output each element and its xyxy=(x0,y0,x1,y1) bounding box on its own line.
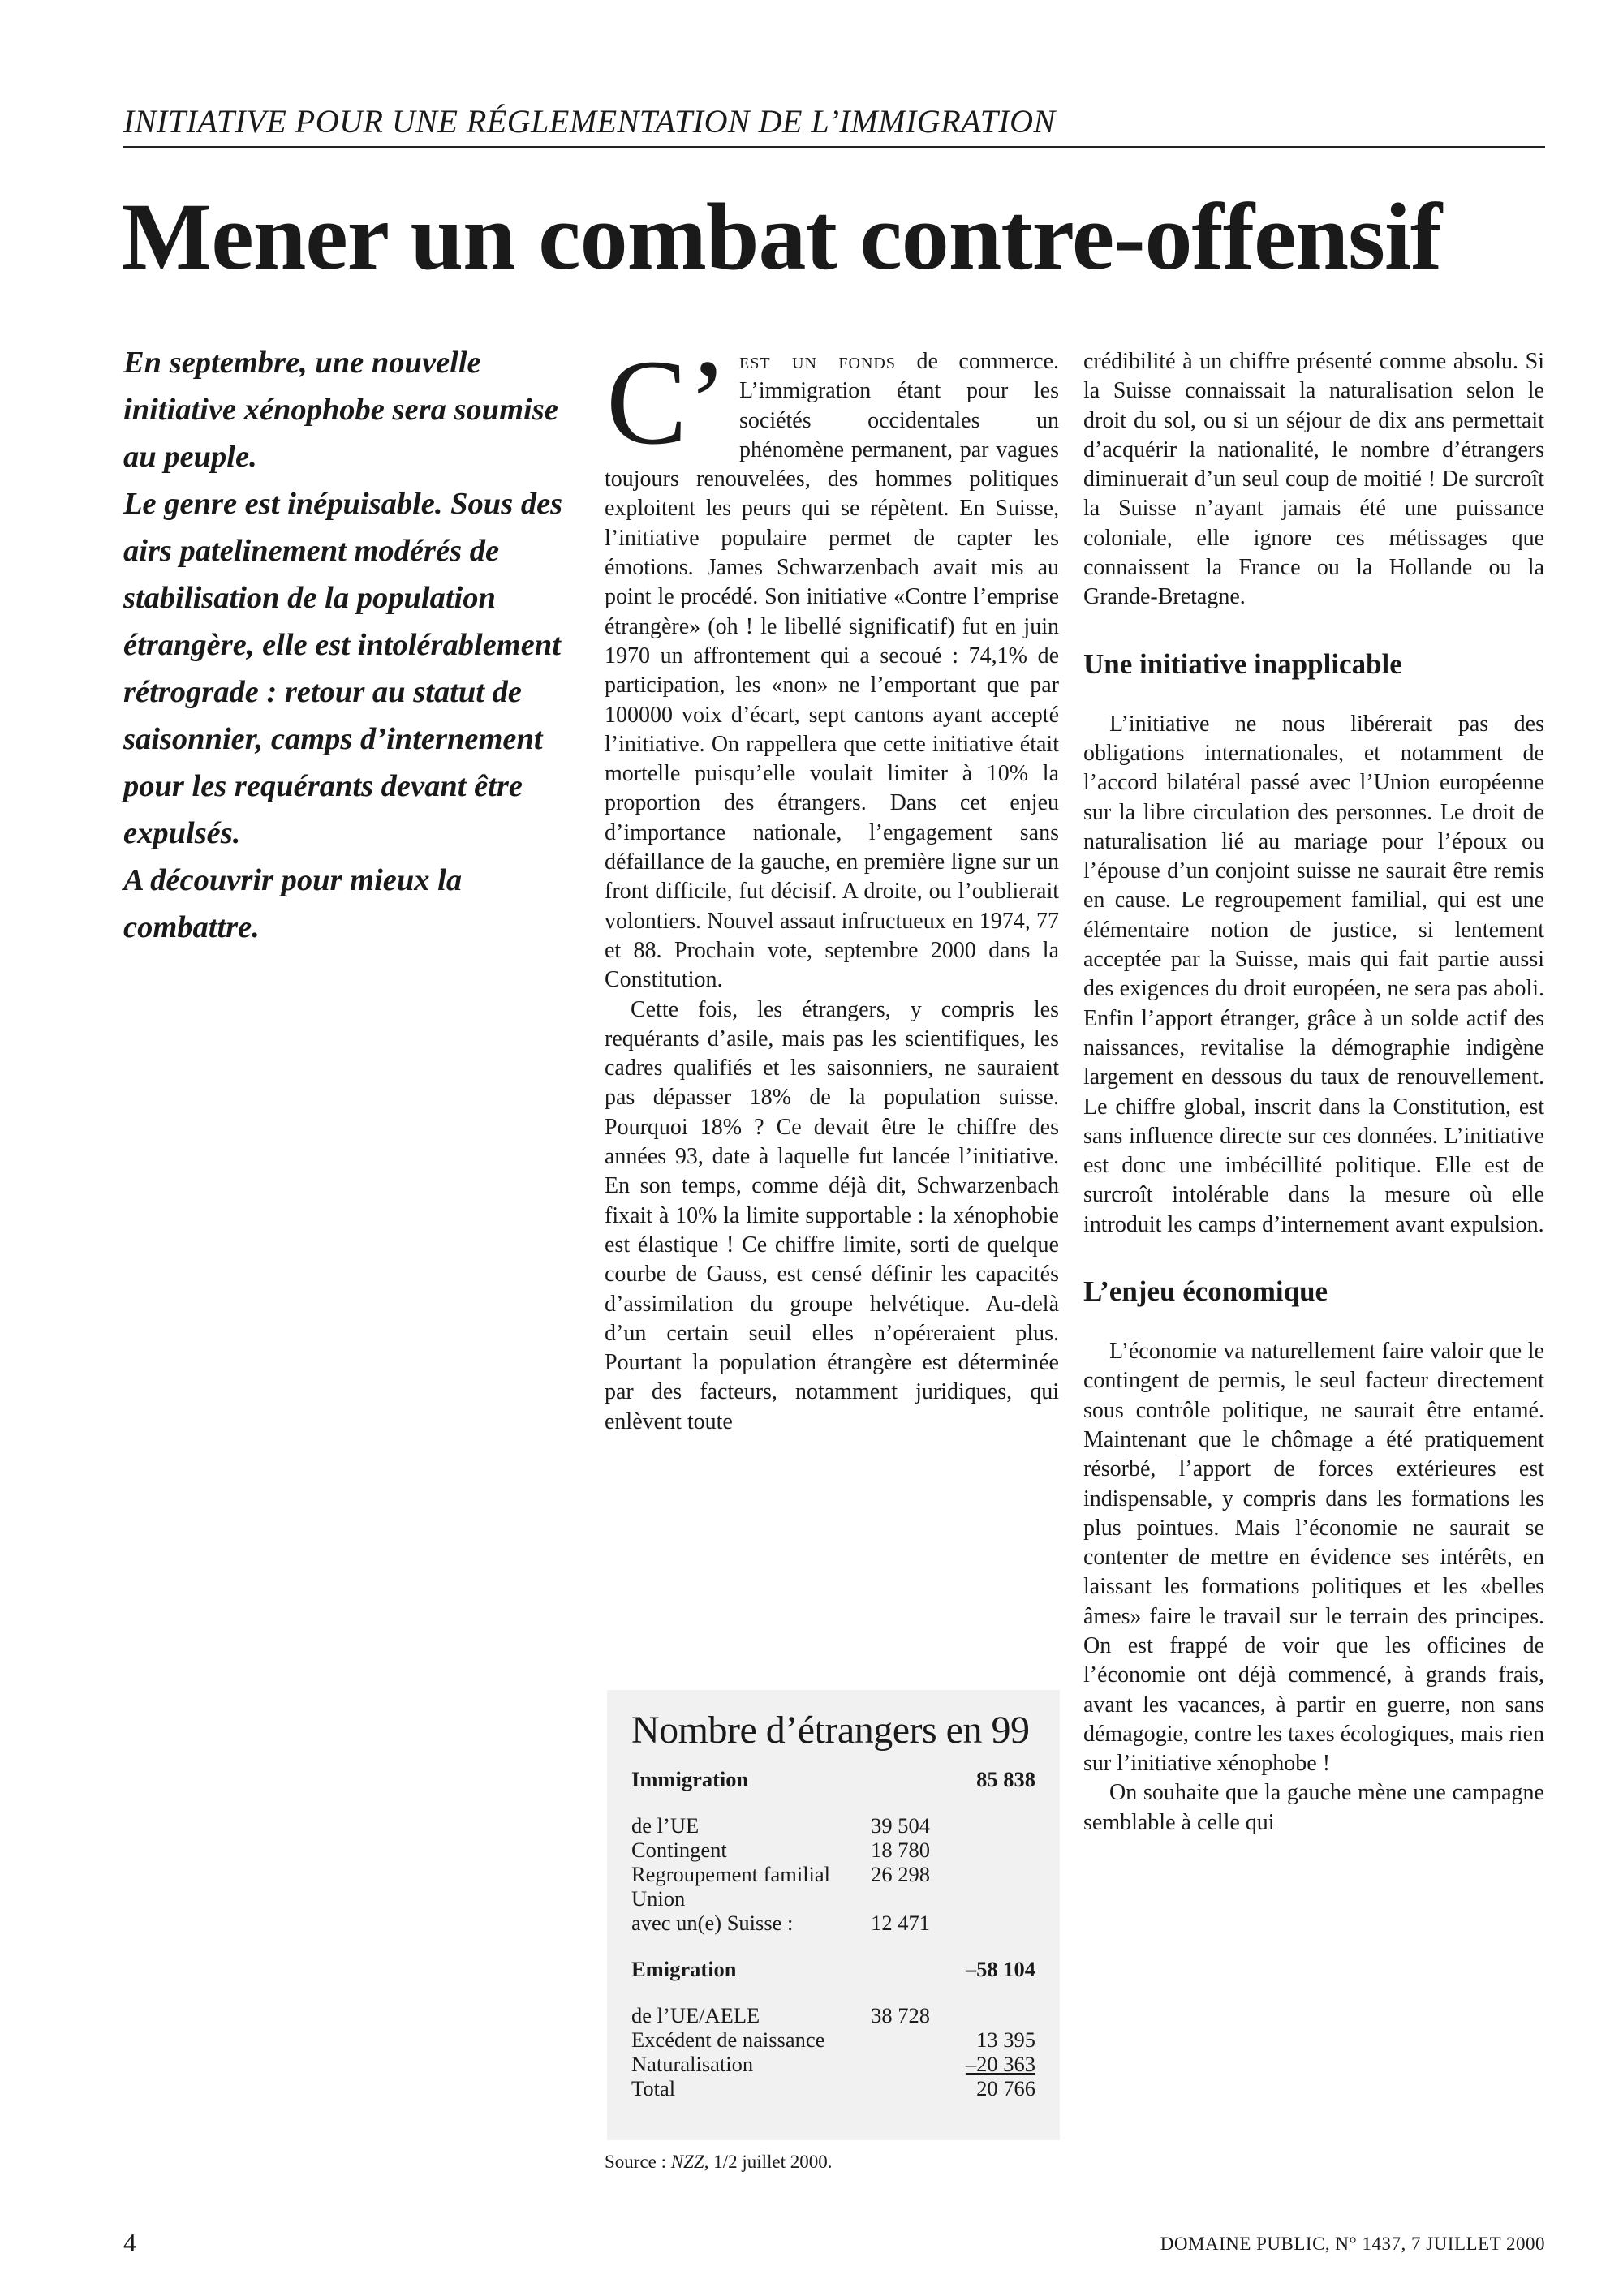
section-1-paragraph: L’initiative ne nous libérerait pas des obligations internationales, et notamment de l’accord bilatéral passé avec l’Union européenne sur la libre circulation des personnes. Le droit de naturalisation lié au mariage pour l’époux ou l’épouse d’un conjoint suisse ne saurait être remis en cause. Le regroupement familial, qui est une élémentaire notion de justice, si lentement acceptée par la Suisse, mais qui fait partie aussi des exigences du droit européen, ne sera pas aboli. Enfin l’apport étranger, grâce à un solde actif des naissances, revitalise la démographie indigène largement en dessous du taux de renouvellement. Le chiffre global, inscrit dans la Constitution, est sans influence directe sur ces données. L’initiative est donc une imbécillité politique. Elle est de surcroît intolérable dans la mesure où elle introduit les camps d’internement avant expulsion. xyxy=(1083,711,1544,1237)
source-note xyxy=(605,2150,833,2174)
stat-value: –20 363 xyxy=(965,2052,1035,2076)
stat-value: 12 471 xyxy=(871,1911,930,1935)
immigration-row xyxy=(631,1763,1035,1795)
stat-label: de l’UE/AELE xyxy=(631,2003,760,2027)
drop-cap: C’ xyxy=(606,335,728,470)
body-continuation: crédibilité à un chiffre présenté comme absolu. Si la Suisse connaissait la naturalisation selon le droit du sol, ou si un séjour de dix ans permettait d’acquérir la nationalité, le nombre d’étrangers diminuerait d’un seul coup de moitié ! De surcroît la Suisse n’ayant jamais été une puissance coloniale, elle ignore ces métissages que connaissent la France ou la Hollande ou la Grande-Bretagne. xyxy=(1083,349,1544,610)
spacer xyxy=(631,1935,1035,1953)
article-column-right xyxy=(1083,347,1544,1838)
lead-paragraph-1: En septembre, une nouvelle initiative xénophobe sera soumise au peuple. xyxy=(123,346,558,474)
stat-value: 39 504 xyxy=(871,1813,930,1838)
opening-smallcaps: est un fonds xyxy=(739,349,896,374)
stat-label: Contingent xyxy=(631,1838,727,1862)
stat-label: Regroupement familial xyxy=(631,1862,831,1886)
article-column-middle xyxy=(605,335,1059,1437)
stat-row xyxy=(631,2052,1035,2076)
lead-paragraph-2: Le genre est inépuisable. Sous des airs patelinement modérés de stabilisation de la population étrangère, elle est intolérablement rétrograde : retour au statut de saisonnier, camps d’internement pour les requérants devant être expulsés. xyxy=(123,487,563,850)
section-heading-2: L’enjeu économique xyxy=(1083,1275,1328,1308)
stat-label: Total xyxy=(631,2076,676,2100)
stat-value: 38 728 xyxy=(871,2003,930,2027)
stat-value: 18 780 xyxy=(871,1838,930,1862)
stat-row xyxy=(631,2003,1035,2027)
stat-row xyxy=(631,1838,1035,1862)
spacer xyxy=(631,1985,1035,2003)
source-suffix: , 1/2 juillet 2000. xyxy=(704,2152,833,2172)
immigration-total: 85 838 xyxy=(976,1767,1035,1791)
body-paragraph-2: Cette fois, les étrangers, y compris les requérants d’asile, mais pas les scientifiques, les cadres qualifiés et les saisonniers, ne sauraient pas dépasser 18% de la population suisse. Pourquoi 18% ? Ce devait être le chiffre des années 93, date à laquelle fut lancée l’initiative. En son temps, comme déjà dit, Schwarzenbach fixait à 10% la limite supportable : la xénophobie est élastique ! Ce chiffre limite, sorti de quelque courbe de Gauss, est censé définir les capacités d’assimilation du groupe helvétique. Au-delà d’un certain seuil elles n’opéreraient plus. Pourtant la population étrangère est déterminée par des facteurs, notamment juridiques, qui enlèvent toute xyxy=(605,996,1059,1434)
stat-label: Naturalisation xyxy=(631,2052,754,2076)
stat-label: Union xyxy=(631,1886,686,1911)
stat-row xyxy=(631,1862,1035,1886)
source-prefix: Source : xyxy=(605,2152,671,2172)
stat-label: de l’UE xyxy=(631,1813,700,1838)
stat-row xyxy=(631,2027,1035,2052)
stat-value: 13 395 xyxy=(976,2027,1035,2052)
stat-row xyxy=(631,2076,1035,2100)
stat-value: 26 298 xyxy=(871,1862,930,1886)
stat-value: 20 766 xyxy=(976,2076,1035,2100)
lead-paragraph-3: A découvrir pour mieux la combattre. xyxy=(123,863,463,944)
section-2-paragraph-1: L’économie va naturellement faire valoir que le contingent de permis, le seul facteur directement sous contrôle politique, ne saurait être entamé. Maintenant que le chômage a été pratiquement résorbé, l’apport de forces extérieures est indispensable, y compris dans les formations les plus pointues. Mais l’économie ne saurait se contenter de mettre en évidence ses intérêts, en laissant les formations politiques et les «belles âmes» faire le travail sur le terrain des principes. On est frappé de voir que les officines de l’économie ont déjà commencé, à grands frais, avant les vacances, à partir en guerre, non sans démagogie, contre les taxes écologiques, mais rien sur l’initiative xénophobe ! xyxy=(1083,1339,1544,1777)
article-lead xyxy=(123,339,578,951)
source-publication: NZZ xyxy=(670,2152,704,2172)
stat-row xyxy=(631,1911,1035,1935)
stat-label: Excédent de naissance xyxy=(631,2027,825,2052)
publication-footer: DOMAINE PUBLIC, N° 1437, 7 JUILLET 2000 xyxy=(1160,2234,1545,2254)
page-number: 4 xyxy=(123,2228,136,2257)
emigration-label: Emigration xyxy=(631,1957,737,1981)
section-2-paragraph-2: On souhaite que la gauche mène une campagne semblable à celle qui xyxy=(1083,1780,1544,1835)
statistics-box-title: Nombre d’étrangers en 99 xyxy=(631,1709,1030,1752)
stat-label: avec un(e) Suisse : xyxy=(631,1911,794,1935)
body-paragraph-1 xyxy=(605,335,1059,995)
emigration-total: –58 104 xyxy=(965,1957,1035,1981)
immigration-label: Immigration xyxy=(631,1767,749,1791)
section-heading-1: Une initiative inapplicable xyxy=(1083,647,1402,680)
spacer xyxy=(631,1795,1035,1813)
stat-row xyxy=(631,1886,1035,1911)
article-title: Mener un combat contre-offensif xyxy=(122,183,1442,290)
emigration-row xyxy=(631,1953,1035,1985)
statistics-box xyxy=(607,1690,1060,2140)
section-rubric: INITIATIVE POUR UNE RÉGLEMENTATION DE L’IMMIGRATION xyxy=(123,102,1545,148)
stat-row xyxy=(631,1813,1035,1838)
body-paragraph-1-text: de commerce. L’immigration étant pour les sociétés occidentales un phénomène permanent, par vagues toujours renouvelées, des hommes politiques exploitent les peurs qui se répètent. En Suisse, l’initiative populaire permet de capter les émotions. James Schwarzenbach avait mis au point le procédé. Son initiative «Contre l’emprise étrangère» (oh ! le libellé significatif) fut en juin 1970 un affrontement qui a secoué : 74,1% de participation, les «non» ne l’emportant que par 100000 voix d’écart, sept cantons ayant accepté l’initiative. On rappellera que cette initiative était mortelle puisqu’elle voulait limiter à 10% la proportion des étrangers. Dans cet enjeu d’importance nationale, l’engagement sans défaillance de la gauche, en première ligne sur un front difficile, fut décisif. A droite, ou l’oublierait volontiers. Nouvel assaut infructueux en 1974, 77 et 88. Prochain vote, septembre 2000 dans la Constitution. xyxy=(605,349,1059,993)
